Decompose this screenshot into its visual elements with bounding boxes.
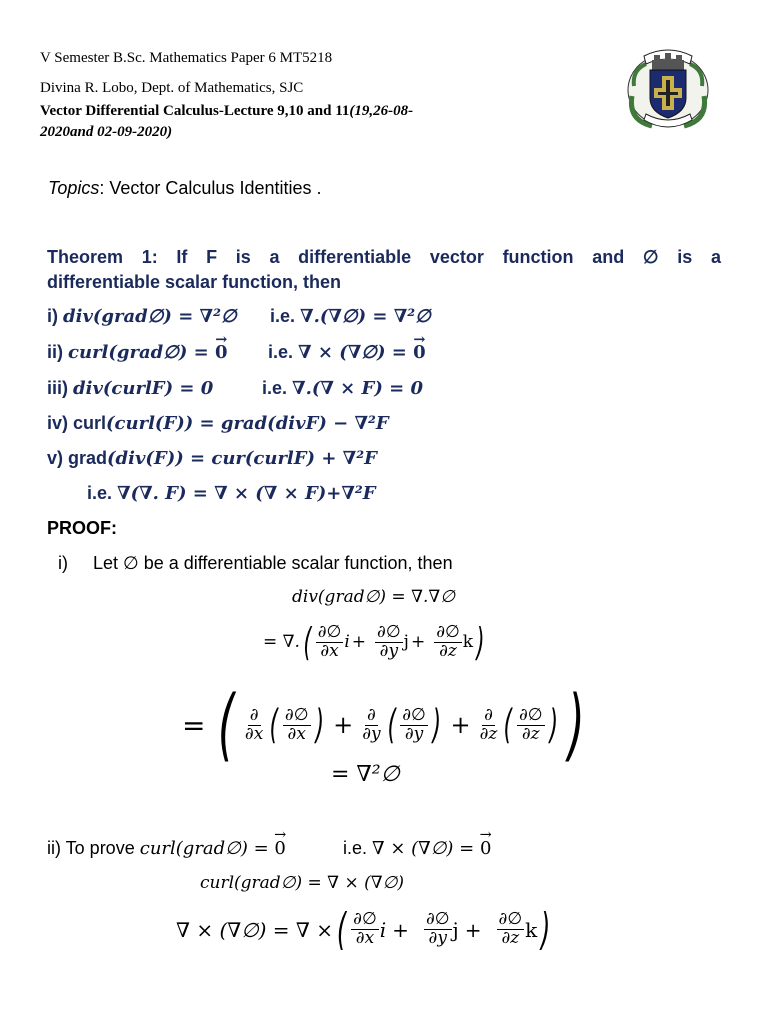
eq2-prefix: = ∇. [263, 632, 300, 652]
proof-part1-eq2: = ∇. ( $\frac{\partial\emptyset}{\partial x}$ i + $\frac{\partial\emptyset}{\partial y}$ j + $\frac{\partial\emptyset}{\partial z}$ k ) [263, 620, 485, 664]
lecture-dates-1: (19,26-08- [349, 103, 414, 119]
item-2-label: ii) [47, 342, 63, 362]
part2-intro: ii) To prove [47, 838, 135, 858]
proof-part2-line [47, 838, 286, 859]
item-2-rhs: ∇ × (∇∅) = [298, 342, 414, 363]
item-1-rhs: ∇.(∇∅) = ∇²∅ [300, 306, 431, 327]
theorem-item-3-ie [262, 378, 423, 399]
item-2-lhs: curl(grad∅) = [68, 342, 216, 363]
lecture-title [40, 103, 413, 120]
item-1-ie: i.e. [270, 306, 296, 326]
theorem-item-1-ie [270, 306, 431, 327]
author-line: Divina R. Lobo, Dept. of Mathematics, SJC [40, 80, 304, 96]
proof-part1-intro: Let ∅ be a differentiable scalar function, then [93, 553, 453, 573]
part2-ie: i.e. [343, 838, 368, 858]
theorem-item-3 [47, 378, 213, 399]
lecture-dates: 2020and 02-09-2020) [40, 124, 173, 140]
theorem-item-5 [47, 448, 377, 469]
item-6-expr: ∇(∇. F) = ∇ × (∇ × F)+∇²F [117, 483, 376, 504]
theorem-item-4 [47, 413, 389, 434]
part2-claim: curl(grad∅) = [139, 838, 275, 859]
proof-part1-eq3: = ( $\frac{\partial}{\partial x}$ ( $\frac{\partial\emptyset}{\partial x}$ ) + $\frac{\partial}{\partial y}$ ( $\frac{\partial\emptyset}{\partial y}$ ) + $\frac{\partial}{\partial z}$ ( $\frac{\partial\emptyset}{\partial z}$ ) ) [182, 680, 585, 770]
item-5-label: v) grad [47, 448, 108, 468]
item-3-lhs: div(curlF) = 0 [73, 378, 214, 399]
item-3-ie: i.e. [262, 378, 288, 398]
lecture-title-text: Vector Differential Calculus-Lecture 9,10 and 11 [40, 103, 350, 119]
college-crest-icon [622, 40, 714, 132]
item-1-lhs: div(grad∅) = ∇²∅ [63, 306, 237, 327]
item-1-label: i) [47, 306, 58, 326]
item-2-rhs-zero: → 0 [413, 342, 426, 363]
proof-part2-eq2: ∇ × (∇∅) = ∇ × ( $\frac{\partial\emptyset}{\partial x}$ i + $\frac{\partial\emptyset}{\partial y}$ j + $\frac{\partial\emptyset}{\partial z}$ k ) [176, 904, 551, 955]
topics-text: : Vector Calculus Identities . [99, 178, 322, 198]
proof-heading: PROOF: [47, 518, 117, 538]
item-3-label: iii) [47, 378, 68, 398]
part2-ie-expr: ∇ × (∇∅) = [372, 838, 480, 859]
item-2-ie: i.e. [268, 342, 294, 362]
proof-part1-eq4: = ∇²∅ [331, 762, 400, 787]
course-line: V Semester B.Sc. Mathematics Paper 6 MT5218 [40, 50, 333, 66]
theorem-line-1: Theorem 1: If F is a differentiable vector function and ∅ is a [47, 247, 721, 267]
proof-part2-ie [343, 838, 491, 859]
theorem-item-1 [47, 306, 237, 327]
theorem-item-2 [47, 342, 228, 363]
theorem-item-2-ie [268, 342, 426, 363]
part2-eq2-prefix: ∇ × (∇∅) = ∇ × [176, 917, 333, 942]
proof-part1-marker: i) [58, 553, 68, 573]
item-2-lhs-zero: → 0 [215, 342, 228, 363]
item-4-expr: (curl(F)) = grad(divF) − ∇²F [106, 413, 389, 434]
item-3-rhs: ∇.(∇ × F) = 0 [292, 378, 423, 399]
part2-claim-zero: → 0 [274, 838, 285, 859]
item-4-label: iv) curl [47, 413, 107, 433]
topics-line [48, 178, 321, 199]
item-6-label: i.e. [87, 483, 113, 503]
theorem-item-6 [87, 483, 376, 504]
theorem-line-2: differentiable scalar function, then [47, 272, 342, 292]
part2-ie-zero: → 0 [480, 838, 491, 859]
proof-part2-eq1: curl(grad∅) = ∇ × (∇∅) [200, 873, 405, 893]
topics-label: Topics [48, 178, 100, 198]
proof-part1-eq1: div(grad∅) = ∇.∇∅ [292, 587, 456, 607]
item-5-expr: (div(F)) = cur(curlF) + ∇²F [107, 448, 377, 469]
